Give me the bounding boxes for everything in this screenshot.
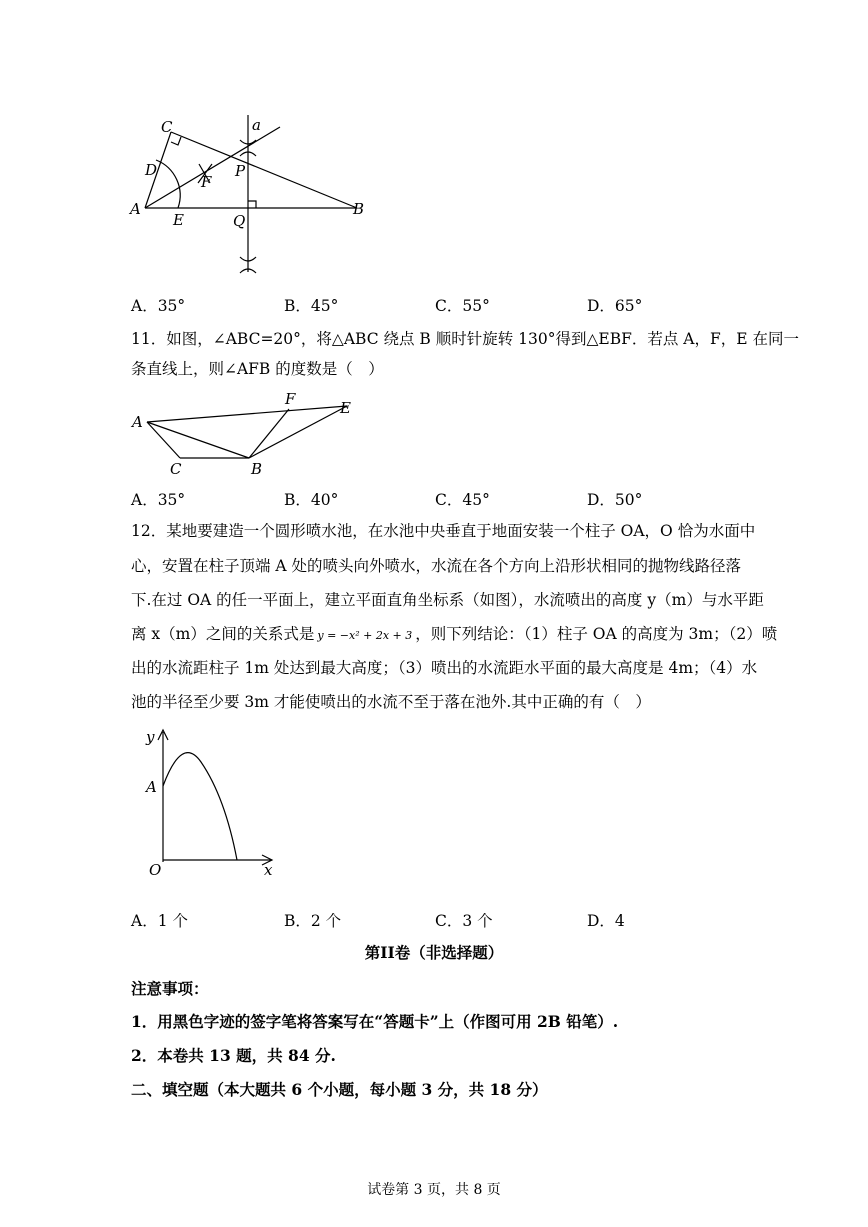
- label-A: A: [130, 200, 141, 218]
- q10-option-b[interactable]: B．45°: [284, 297, 339, 315]
- q12-text-line6: 池的半径至少要 3m 才能使喷出的水流不至于落在池外.其中正确的有（ ）: [131, 693, 651, 711]
- q12-option-a[interactable]: A．1 个: [131, 912, 188, 930]
- notice-item-2: 2．本卷共 13 题，共 84 分.: [131, 1046, 336, 1065]
- label-F: F: [285, 390, 296, 408]
- section2-title: 第II卷（非选择题）: [364, 943, 504, 962]
- q11-text-line2: 条直线上，则∠AFB 的度数是（ ）: [131, 360, 384, 378]
- right-angle-mark-Q: [248, 201, 256, 208]
- label-E: E: [173, 211, 184, 229]
- q10-option-a[interactable]: A．35°: [131, 297, 186, 315]
- q11-option-d[interactable]: D．50°: [587, 491, 643, 509]
- label-B: B: [251, 460, 263, 478]
- label-P: P: [235, 162, 246, 180]
- q12-option-d[interactable]: D．4: [587, 912, 625, 930]
- q12-text-line4: [131, 624, 777, 646]
- water-parabola: [163, 753, 237, 860]
- q12-option-c[interactable]: C．3 个: [435, 912, 493, 930]
- figure-q11: [125, 388, 360, 478]
- q12-text-line4a: 离 x（m）之间的关系式是: [131, 625, 315, 643]
- figure-q10: [120, 110, 380, 285]
- q12-text-line1: 12．某地要建造一个圆形喷水池，在水池中央垂直于地面安装一个柱子 OA，O 恰为水面中: [131, 522, 756, 540]
- label-E: E: [340, 399, 351, 417]
- q12-formula: y = −x² + 2x + 3: [317, 629, 413, 642]
- label-C: C: [161, 118, 173, 136]
- figure-q12-parabola: [140, 722, 280, 884]
- segment-AE: [147, 406, 347, 422]
- page-footer: 试卷第 3 页，共 8 页: [367, 1182, 501, 1198]
- label-y: y: [146, 728, 155, 746]
- q12-text-line5: 出的水流距柱子 1m 处达到最大高度；（3）喷出的水流距水平面的最大高度是 4m；（4）水: [131, 659, 758, 677]
- label-O: O: [149, 861, 162, 879]
- label-D: D: [145, 161, 158, 179]
- label-B: B: [353, 200, 365, 218]
- notice-item-1: 1．用黑色字迹的签字笔将答案写在“答题卡”上（作图可用 2B 铅笔）.: [131, 1012, 619, 1031]
- q12-text-line3: 下.在过 OA 的任一平面上，建立平面直角坐标系（如图），水流喷出的高度 y（m）与水平距: [131, 591, 764, 609]
- segment-AB: [147, 422, 249, 458]
- q12-text-line2: 心，安置在柱子顶端 A 处的喷头向外喷水，水流在各个方向上沿形状相同的抛物线路径落: [131, 557, 742, 575]
- label-F: F: [201, 173, 212, 191]
- segment-CB: [171, 132, 357, 208]
- label-Q: Q: [233, 212, 246, 230]
- q11-text-line1: 11．如图，∠ABC=20°，将△ABC 绕点 B 顺时针旋转 130°得到△EBF．若点 A，F，E 在同一: [131, 330, 799, 348]
- q11-option-b[interactable]: B．40°: [284, 491, 339, 509]
- q12-option-b[interactable]: B．2 个: [284, 912, 342, 930]
- q10-option-d[interactable]: D．65°: [587, 297, 643, 315]
- q12-text-line4b: ，则下列结论：（1）柱子 OA 的高度为 3m；（2）喷: [415, 625, 778, 643]
- segment-BE: [249, 406, 347, 458]
- q11-option-a[interactable]: A．35°: [131, 491, 186, 509]
- q10-option-c[interactable]: C．55°: [435, 297, 490, 315]
- notice-title: 注意事项：: [131, 979, 209, 998]
- label-A: A: [132, 413, 143, 431]
- segment-BF: [249, 409, 289, 458]
- q11-option-c[interactable]: C．45°: [435, 491, 490, 509]
- label-C: C: [170, 460, 182, 478]
- fill-in-section-title: 二、填空题（本大题共 6 个小题，每小题 3 分，共 18 分）: [131, 1080, 548, 1099]
- arc-DE: [156, 160, 180, 208]
- right-angle-mark-C: [171, 137, 181, 145]
- label-a: a: [252, 116, 261, 134]
- bisector-ray: [145, 127, 280, 208]
- label-A: A: [146, 778, 157, 796]
- label-x: x: [264, 861, 273, 879]
